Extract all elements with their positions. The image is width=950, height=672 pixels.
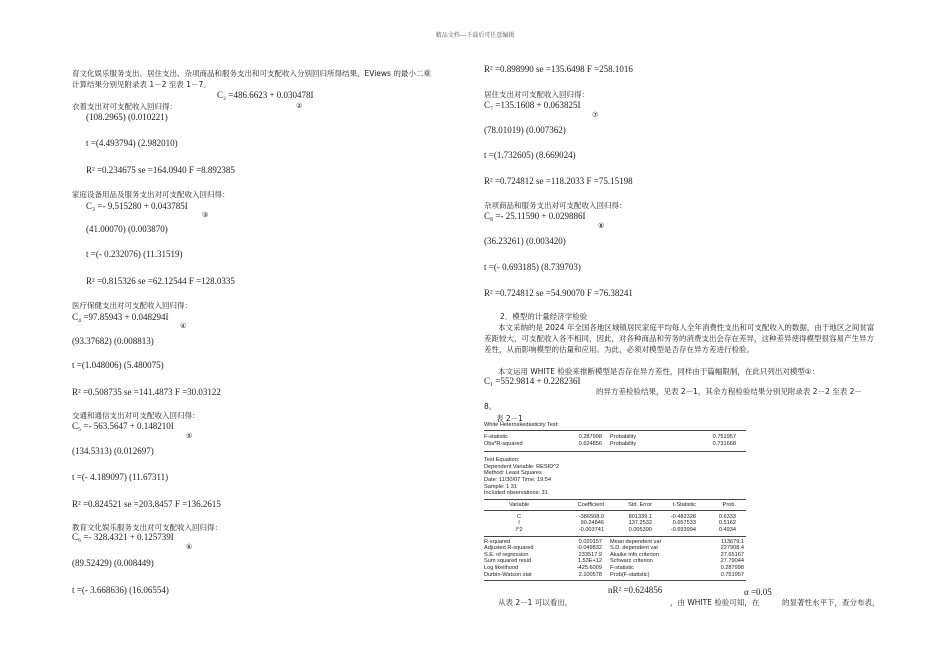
eq3-se: (41.00070) (0.003870)	[86, 224, 168, 234]
eq7-t: t =(1.732605) (8.669024)	[484, 150, 576, 160]
eq7-se: (78.01019) (0.007362)	[484, 125, 566, 135]
eq2-formula: C₂ =486.6623 + 0.030478I	[217, 90, 314, 100]
eq3-formula: C₃ =- 9.515280 + 0.043785I	[86, 201, 188, 211]
eq8-formula: C₈ =- 25.11590 + 0.029886I	[484, 211, 586, 221]
table-row: S.E. of regression 233517.9 Akaike info criterion 27.65167	[484, 551, 744, 558]
eq6-se: (89.52429) (0.008449)	[72, 558, 154, 568]
intro-line-1: 育文化娱乐服务支出、居住支出、杂项商品和服务支出和可支配收入分别回归所得结果，EViews 的最小二乘	[72, 69, 431, 78]
eviews-title: White Heteroskedasticity Test:	[484, 421, 746, 431]
info-line: Dependent Variable: RESID^2	[484, 463, 559, 470]
conclusion-c: 的显著性水平下，查分布表，	[782, 598, 880, 607]
eq3-r: R² =0.815326 se =62.12544 F =128.0335	[86, 276, 235, 286]
eq6-t: t =(- 3.668636) (16.06554)	[72, 585, 169, 595]
eq2-r: R² =0.234675 se =164.0940 F =8.892385	[86, 165, 235, 175]
table-row: Obs*R-squared 0.624856 Probability 0.731668	[484, 440, 736, 447]
conclusion-nr: nR² =0.624856	[608, 585, 663, 595]
eq2-t: t =(4.493794) (2.982010)	[86, 138, 178, 148]
eq4-r: R² =0.508735 se =141.4873 F =30.03122	[72, 387, 221, 397]
eq5-t: t =(- 4.189097) (11.67311)	[72, 472, 169, 482]
eq7-formula: C₇ =135.1608 + 0.063825I	[484, 100, 581, 110]
table-row: I^2 -0.003741 0.005390 -0.693994 0.4934	[515, 526, 736, 533]
table-row: I 90.24846 137.2532 0.657533 0.5162	[518, 520, 736, 527]
eviews-top-stats	[484, 431, 746, 452]
info-line: Date: 11/30/07 Time: 19:54	[484, 476, 552, 483]
table-caption: 表 2－1	[496, 414, 523, 423]
eviews-test-info	[484, 452, 746, 499]
eq4-label: 医疗保健支出对可支配收入回归得：	[72, 301, 192, 310]
info-line: Included observations: 31	[484, 490, 548, 497]
conclusion-b: ，由 WHITE 检验可知，在	[670, 598, 760, 607]
eq5-se: (134.5313) (0.012697)	[72, 446, 154, 456]
eq6-number: ⑥	[186, 543, 193, 551]
paragraph-1: 本文采纳的是 2024 年全国各地区城镇居民家庭平均每人全年消费性支出和可支配收入的数据，由于地区之间贫富差距较大，可支配收入各不相同，因此，对各种商品和劳务的消费支出会存在差异，这种差异使得模型很容易产生异方差性，从而影响模型的估量和应用。为此，必须对模型是否存在异方差进行检验。	[484, 323, 875, 354]
eq8-number: ⑧	[598, 222, 605, 230]
para2-formula: C₁ =552.9814 + 0.228236I	[484, 376, 581, 386]
intro-line-2: 计算结果分别见附录表 1－2 至表 1－7。	[72, 80, 211, 89]
eq2-label: 衣着支出对可支配收入回归得：	[72, 102, 177, 111]
info-line: Method: Least Squares	[484, 470, 542, 477]
eq5-number: ⑤	[186, 432, 193, 440]
table-row: C -386508.0 801339.1 -0.482328 0.6333	[516, 513, 736, 520]
eq5-formula: C₅ =- 563.5647 + 0.148210I	[72, 421, 174, 431]
section-title: 2．模型的计量经济学检验	[500, 312, 588, 321]
table-row: R-squared 0.020157 Mean dependent var 113679.1	[484, 538, 744, 545]
eq5-label: 交通和通信支出对可支配收入回归得：	[72, 411, 200, 420]
table-row: F-statistic 0.287998 Probability 0.751957	[484, 434, 736, 440]
eq8-se: (36.23261) (0.003420)	[484, 236, 566, 246]
eq4-number: ④	[180, 322, 187, 330]
conclusion-alpha: α =0.05	[744, 587, 772, 597]
eq8-label: 杂项商品和服务支出对可支配收入回归得：	[484, 201, 627, 210]
eq3-t: t =(- 0.232076) (11.31519)	[86, 249, 183, 259]
paragraph-2c: 8。	[484, 402, 497, 411]
table-row: Log likelihood -425.6009 F-statistic 0.287998	[484, 564, 744, 571]
paragraph-2a: 本文运用 WHITE 检验来推断模型是否存在异方差性，同样由于篇幅限制，在此只列出对模型①：	[498, 367, 820, 376]
eq4-t: t =(1.048006) (5.480075)	[72, 360, 164, 370]
eq4-formula: C₄ =97.85943 + 0.048294I	[72, 312, 169, 322]
eq4-se: (93.37682) (0.008813)	[72, 336, 154, 346]
eq8-t: t =(- 0.693185) (8.739703)	[484, 262, 581, 272]
paragraph-2b: 的异方差检验结果，见表 2－1，其余方程检验结果分别见附录表 2－2 至表 2－	[596, 387, 862, 396]
table-row: Adjusted R-squared -0.049832 S.D. dependent var 227908.4	[484, 545, 744, 552]
coef-header: Variable Coefficient Std. Error t-Statistic Prob.	[484, 499, 746, 511]
info-line: Test Equation:	[484, 457, 520, 464]
eq6-label: 教育文化娱乐服务支出对可支配收入回归得：	[72, 523, 222, 532]
conclusion-a: 从表 2－1 可以看出，	[498, 598, 573, 607]
eq5-r: R² =0.824521 se =203.8457 F =136.2615	[72, 499, 221, 509]
regression-stats	[484, 537, 746, 582]
eq3-number: ③	[202, 211, 209, 219]
coef-body	[484, 511, 746, 537]
eq2-se: (108.2965) (0.010221)	[86, 112, 168, 122]
eviews-output-table	[484, 421, 746, 581]
eq7-number: ⑦	[592, 111, 599, 119]
table-row: Sum squared resid 1.53E+12 Schwarz criterion 27.79044	[484, 558, 744, 565]
eq3-label: 家庭设备用品及服务支出对可支配收入回归得：	[72, 190, 230, 199]
info-line: Sample: 1 31	[484, 483, 517, 490]
eq2-number: ②	[296, 102, 303, 110]
eq7-label: 居住支出对可支配收入回归得：	[484, 90, 589, 99]
eq7-r: R² =0.724812 se =118.2033 F =75.15198	[484, 176, 633, 186]
eq6-formula: C₆ =- 328.4321 + 0.125739I	[72, 532, 174, 542]
eq8-r: R² =0.724812 se =54.90070 F =76.38241	[484, 288, 633, 298]
table-row: Durbin-Watson stat 2.100578 Prob(F-statistic) 0.751957	[484, 571, 744, 578]
page-header: 精品文档---下载后可任意编辑	[435, 32, 515, 39]
eq6-r: R² =0.898990 se =135.6498 F =258.1016	[484, 64, 633, 74]
